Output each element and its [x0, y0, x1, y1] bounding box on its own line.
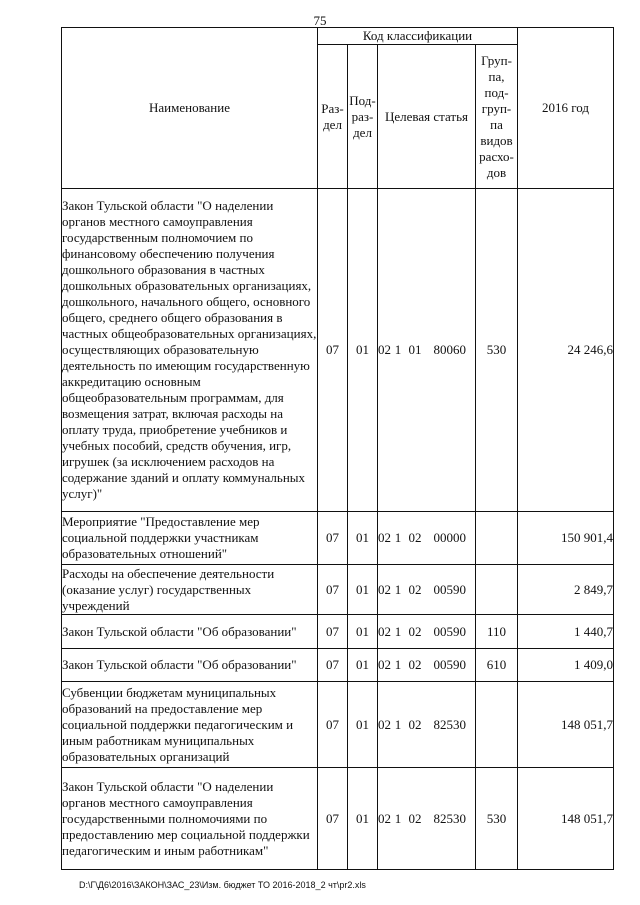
ts-measure: 02 [408, 581, 422, 597]
row-amount: 24 246,6 [518, 189, 614, 512]
row-subsection: 01 [348, 682, 378, 768]
row-subsection: 01 [348, 768, 378, 870]
ts-subprogram: 1 [394, 810, 402, 826]
row-subsection: 01 [348, 615, 378, 649]
ts-direction: 00590 [433, 657, 466, 672]
row-subsection: 01 [348, 649, 378, 682]
ts-program: 02 [378, 623, 391, 639]
row-amount: 1 440,7 [518, 615, 614, 649]
ts-direction: 00590 [433, 623, 466, 639]
row-subsection: 01 [348, 512, 378, 565]
ts-program: 02 [378, 810, 391, 826]
row-name: Субвенции бюджетам муниципальных образований на предоставление мер социальной поддержки педагогическим и иным работникам муниципальных образовательных организаций [62, 682, 318, 768]
ts-program: 02 [378, 530, 391, 545]
row-amount: 2 849,7 [518, 565, 614, 615]
ts-measure: 02 [408, 810, 422, 826]
table-row [62, 512, 614, 565]
row-subsection: 01 [348, 565, 378, 615]
row-section: 07 [318, 565, 348, 615]
row-name: Мероприятие "Предоставление мер социальной поддержки участникам образовательных отношений" [62, 512, 318, 565]
row-group: 530 [476, 189, 518, 512]
ts-subprogram: 1 [394, 581, 402, 597]
budget-table [61, 27, 614, 870]
ts-direction: 00000 [433, 530, 466, 545]
ts-subprogram: 1 [394, 657, 402, 672]
row-section: 07 [318, 189, 348, 512]
ts-measure: 02 [408, 716, 422, 732]
row-section: 07 [318, 649, 348, 682]
row-target-article [378, 189, 476, 512]
table-row [62, 615, 614, 649]
row-group [476, 565, 518, 615]
row-group: 530 [476, 768, 518, 870]
header-year: 2016 год [518, 28, 614, 189]
page-number: 75 [313, 13, 327, 28]
row-group [476, 682, 518, 768]
header-target-article: Целевая статья [378, 45, 476, 189]
table-row [62, 682, 614, 768]
ts-program: 02 [378, 581, 391, 597]
ts-program: 02 [378, 342, 391, 357]
table-row [62, 189, 614, 512]
header-name: Наименование [62, 28, 318, 189]
row-name: Закон Тульской области "О наделении органов местного самоуправления государственным полномочием по финансовому обеспечению получения дошкольного образования в частных дошкольных образовательных организациях, дошкольного, начального общего, основного общего, среднего общего образования в частных общеобразовательных организациях, осуществляющих образовательную деятельность по имеющим государственную аккредитацию основным общеобразовательным программам, для возмещения затрат, включая расходы на оплату труда, приобретение учебников и учебных пособий, средств обучения, игр, игрушек (за исключением расходов на содержание зданий и оплату коммунальных услуг)" [62, 189, 318, 512]
ts-direction: 00590 [433, 581, 466, 597]
table-row [62, 649, 614, 682]
row-group: 610 [476, 649, 518, 682]
row-section: 07 [318, 768, 348, 870]
row-section: 07 [318, 615, 348, 649]
row-amount: 148 051,7 [518, 682, 614, 768]
ts-subprogram: 1 [394, 342, 402, 357]
table-header [62, 28, 614, 189]
table-body [62, 189, 614, 870]
row-target-article [378, 649, 476, 682]
row-target-article [378, 615, 476, 649]
ts-program: 02 [378, 657, 391, 672]
row-group [476, 512, 518, 565]
row-amount: 148 051,7 [518, 768, 614, 870]
ts-subprogram: 1 [394, 623, 402, 639]
ts-measure: 02 [408, 623, 422, 639]
ts-subprogram: 1 [394, 716, 402, 732]
row-target-article [378, 512, 476, 565]
row-section: 07 [318, 512, 348, 565]
row-amount: 1 409,0 [518, 649, 614, 682]
row-target-article [378, 768, 476, 870]
ts-direction: 80060 [433, 342, 466, 357]
ts-subprogram: 1 [394, 530, 402, 545]
ts-direction: 82530 [433, 810, 466, 826]
row-name: Закон Тульской области "О наделении органов местного самоуправления государственными полномочиями по предоставлению мер социальной поддержки педагогическим и иным работникам" [62, 768, 318, 870]
ts-measure: 02 [408, 530, 422, 545]
ts-measure: 01 [408, 342, 422, 357]
header-subsection: Под- раз- дел [348, 45, 378, 189]
row-target-article [378, 682, 476, 768]
ts-direction: 82530 [433, 716, 466, 732]
header-code-classification: Код классификации [318, 28, 518, 45]
row-target-article [378, 565, 476, 615]
ts-measure: 02 [408, 657, 422, 672]
row-section: 07 [318, 682, 348, 768]
row-subsection: 01 [348, 189, 378, 512]
header-section: Раз- дел [318, 45, 348, 189]
row-group: 110 [476, 615, 518, 649]
row-name: Закон Тульской области "Об образовании" [62, 649, 318, 682]
ts-program: 02 [378, 716, 391, 732]
row-amount: 150 901,4 [518, 512, 614, 565]
row-name: Закон Тульской области "Об образовании" [62, 615, 318, 649]
table-row [62, 565, 614, 615]
footer-file-path: D:\Г\Д6\2016\ЗАКОН\ЗАС_23\Изм. бюджет ТО 2016-2018_2 чт\pr2.xls [79, 880, 366, 890]
row-name: Расходы на обеспечение деятельности (оказание услуг) государственных учреждений [62, 565, 318, 615]
header-expense-group: Груп- па, под- груп- па видов расхо- дов [476, 45, 518, 189]
table-row [62, 768, 614, 870]
